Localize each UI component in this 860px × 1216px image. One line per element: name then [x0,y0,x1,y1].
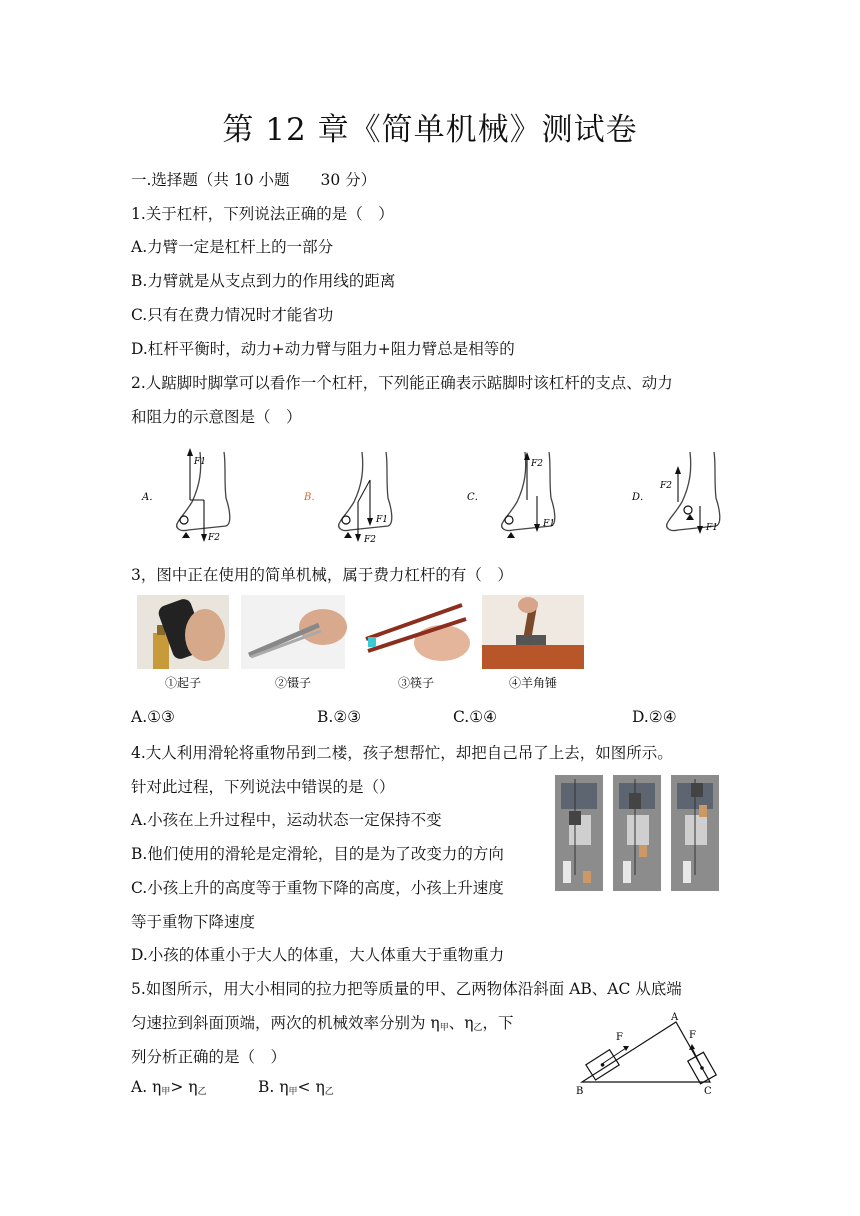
q4-pulley-photos [555,775,720,893]
q2-stem-line2: 和阻力的示意图是（ ） [131,408,302,426]
q3-stem: 3，图中正在使用的简单机械，属于费力杠杆的有（ ） [131,566,513,584]
vertex-b-label: B [576,1086,584,1097]
caption-tweezers: ②镊子 [274,676,312,690]
svg-text:F2: F2 [364,535,376,545]
q4-stem-line1: 4.大人利用滑轮将重物吊到二楼，孩子想帮忙，却把自己吊了上去，如图所示。 [131,744,673,762]
svg-text:B．: B． [304,492,322,503]
q4-option-b: B.他们使用的滑轮是定滑轮，目的是为了改变力的方向 [131,845,504,863]
svg-text:C．: C． [467,492,485,503]
claw-hammer-photo [482,595,584,669]
q5-stem-line3: 列分析正确的是（ ） [131,1048,287,1066]
q5-incline-diagram [568,1008,738,1100]
force-label-f-left: F [616,1032,623,1043]
force-label-f-right: F [689,1030,696,1041]
foot-figure-b [303,452,392,545]
svg-text:F1: F1 [706,523,718,533]
svg-text:F2: F2 [660,481,672,491]
q1-option-b: B.力臂就是从支点到力的作用线的距离 [131,272,396,290]
q5-stem-line1: 5.如图所示，用大小相同的拉力把等质量的甲、乙两物体沿斜面 AB、AC 从底端 [131,980,682,998]
svg-text:F1: F1 [376,515,388,525]
q4-option-c-line2: 等于重物下降速度 [131,913,256,931]
svg-text:F2: F2 [208,533,220,543]
section-heading: 一.选择题（共 10 小题 30 分） [131,171,377,189]
svg-text:F1: F1 [194,457,206,467]
q3-option-a: A.①③ [131,708,175,726]
q3-option-b: B.②③ [317,708,362,726]
q5-option-a: A. η甲> η乙 [131,1078,207,1097]
q2-stem-line1: 2.人踮脚时脚掌可以看作一个杠杆，下列能正确表示踮脚时该杠杆的支点、动力 [131,374,673,392]
q4-option-a: A.小孩在上升过程中，运动状态一定保持不变 [131,811,442,829]
q4-stem-line2: 针对此过程，下列说法中错误的是（） [131,778,395,796]
caption-bottle-opener: ①起子 [164,676,202,690]
page-title: 第 12 章《简单机械》测试卷 [222,112,638,148]
caption-claw-hammer: ④羊角锤 [508,676,558,690]
q3-option-c: C.①④ [453,708,498,726]
q5-stem-line2: 匀速拉到斜面顶端，两次的机械效率分别为 η甲、η乙，下 [131,1014,514,1033]
q4-option-d: D.小孩的体重小于大人的体重，大人体重大于重物重力 [131,946,505,964]
pulley-photo-3 [671,775,719,891]
foot-figure-a [141,448,230,543]
foot-figure-c [467,452,555,538]
svg-text:D．: D． [632,492,651,503]
q3-tool-photos [137,595,587,695]
q5-option-b: B. η甲< η乙 [258,1078,334,1097]
tweezers-photo [241,595,347,669]
q4-option-c-line1: C.小孩上升的高度等于重物下降的高度，小孩上升速度 [131,879,504,897]
pulley-photo-1 [555,775,603,891]
foot-figure-d [631,452,720,534]
svg-text:F2: F2 [531,459,543,469]
vertex-c-label: C [704,1086,712,1097]
bottle-opener-photo [137,595,229,669]
pulley-photo-2 [613,775,661,891]
q1-option-a: A.力臂一定是杠杆上的一部分 [131,238,334,256]
caption-chopsticks: ③筷子 [397,676,435,690]
q1-option-c: C.只有在费力情况时才能省功 [131,306,334,324]
label-a: A． [142,492,160,503]
q1-option-d: D.杠杆平衡时，动力+动力臂与阻力+阻力臂总是相等的 [131,340,515,358]
q3-option-d: D.②④ [632,708,677,726]
q2-foot-figures [130,440,730,552]
chopsticks-photo [362,595,470,669]
q1-stem: 1.关于杠杆，下列说法正确的是（ ） [131,205,394,223]
svg-text:F1: F1 [543,519,555,529]
vertex-a-label: A [671,1012,679,1023]
